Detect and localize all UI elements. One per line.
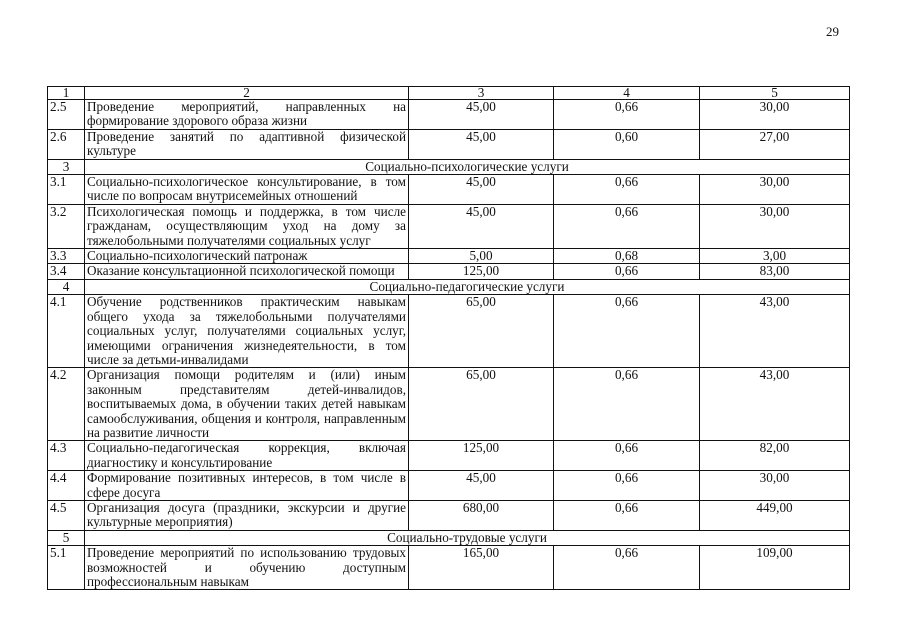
service-description: Организация помощи родителям и (или) иным законным представителям детей-инвалидов, воспитываемых дома, в обучении таких детей навыкам самообслуживания, общения и контроля, направленным на развитие личности: [85, 368, 409, 441]
value-col3: 65,00: [409, 368, 554, 441]
service-description: Психологическая помощь и поддержка, в том числе гражданам, осуществляющим уход на дому за тяжелобольными получателями социальных услуг: [85, 204, 409, 248]
value-col4: 0,66: [554, 441, 700, 471]
value-col4: 0,66: [554, 500, 700, 530]
header-cell: 3: [409, 87, 554, 100]
value-col3: 45,00: [409, 471, 554, 501]
table-row: [48, 295, 850, 368]
value-col4: 0,66: [554, 295, 700, 368]
value-col5: 30,00: [700, 100, 850, 130]
value-col3: 125,00: [409, 441, 554, 471]
table-row: [48, 441, 850, 471]
service-description: Организация досуга (праздники, экскурсии и другие культурные мероприятия): [85, 500, 409, 530]
table-row: [48, 368, 850, 441]
value-col5: 109,00: [700, 546, 850, 590]
value-col4: 0,60: [554, 129, 700, 159]
section-row: [48, 530, 850, 545]
section-number: 4: [48, 279, 85, 294]
value-col3: 165,00: [409, 546, 554, 590]
section-title: Социально-педагогические услуги: [85, 279, 850, 294]
value-col3: 45,00: [409, 204, 554, 248]
service-description: Обучение родственников практическим навыкам общего ухода за тяжелобольными получателями социальных услуг, получателями социальных услуг, имеющими ограничения жизнедеятельности, в том числе за детьми-инвалидами: [85, 295, 409, 368]
row-number: 4.3: [48, 441, 85, 471]
header-cell: 1: [48, 87, 85, 100]
table-row: [48, 249, 850, 264]
row-number: 4.1: [48, 295, 85, 368]
section-number: 3: [48, 159, 85, 174]
value-col5: 27,00: [700, 129, 850, 159]
row-number: 4.2: [48, 368, 85, 441]
table-row: [48, 500, 850, 530]
row-number: 3.2: [48, 204, 85, 248]
value-col3: 45,00: [409, 100, 554, 130]
value-col5: 82,00: [700, 441, 850, 471]
value-col4: 0,66: [554, 175, 700, 205]
value-col5: 30,00: [700, 175, 850, 205]
value-col5: 449,00: [700, 500, 850, 530]
value-col4: 0,66: [554, 368, 700, 441]
section-title: Социально-психологические услуги: [85, 159, 850, 174]
section-number: 5: [48, 530, 85, 545]
table-row: [48, 264, 850, 279]
value-col3: 45,00: [409, 175, 554, 205]
value-col5: 30,00: [700, 204, 850, 248]
header-cell: 4: [554, 87, 700, 100]
value-col3: 5,00: [409, 249, 554, 264]
table-row: [48, 471, 850, 501]
table-row: [48, 129, 850, 159]
service-description: Проведение мероприятий, направленных на формирование здорового образа жизни: [85, 100, 409, 130]
row-number: 3.4: [48, 264, 85, 279]
value-col4: 0,66: [554, 100, 700, 130]
header-cell: 2: [85, 87, 409, 100]
section-row: [48, 159, 850, 174]
service-description: Формирование позитивных интересов, в том числе в сфере досуга: [85, 471, 409, 501]
value-col4: 0,66: [554, 264, 700, 279]
value-col5: 43,00: [700, 368, 850, 441]
service-description: Социально-педагогическая коррекция, включая диагностику и консультирование: [85, 441, 409, 471]
value-col4: 0,68: [554, 249, 700, 264]
value-col3: 45,00: [409, 129, 554, 159]
page-number: 29: [826, 24, 839, 39]
service-description: Проведение занятий по адаптивной физической культуре: [85, 129, 409, 159]
value-col5: 43,00: [700, 295, 850, 368]
value-col5: 3,00: [700, 249, 850, 264]
value-col3: 680,00: [409, 500, 554, 530]
table-row: [48, 100, 850, 130]
service-description: Социально-психологический патронаж: [85, 249, 409, 264]
value-col4: 0,66: [554, 471, 700, 501]
value-col3: 125,00: [409, 264, 554, 279]
service-description: Оказание консультационной психологической помощи: [85, 264, 409, 279]
section-row: [48, 279, 850, 294]
service-description: Проведение мероприятий по использованию трудовых возможностей и обучению доступным профессиональным навыкам: [85, 546, 409, 590]
table-row: [48, 204, 850, 248]
header-cell: 5: [700, 87, 850, 100]
row-number: 2.5: [48, 100, 85, 130]
row-number: 4.5: [48, 500, 85, 530]
value-col5: 30,00: [700, 471, 850, 501]
row-number: 2.6: [48, 129, 85, 159]
row-number: 5.1: [48, 546, 85, 590]
table-row: [48, 175, 850, 205]
header-row: [48, 87, 850, 100]
row-number: 4.4: [48, 471, 85, 501]
section-title: Социально-трудовые услуги: [85, 530, 850, 545]
services-table: [47, 86, 850, 590]
row-number: 3.3: [48, 249, 85, 264]
value-col5: 83,00: [700, 264, 850, 279]
table-row: [48, 546, 850, 590]
value-col4: 0,66: [554, 204, 700, 248]
service-description: Социально-психологическое консультирование, в том числе по вопросам внутрисемейных отношений: [85, 175, 409, 205]
value-col4: 0,66: [554, 546, 700, 590]
value-col3: 65,00: [409, 295, 554, 368]
row-number: 3.1: [48, 175, 85, 205]
